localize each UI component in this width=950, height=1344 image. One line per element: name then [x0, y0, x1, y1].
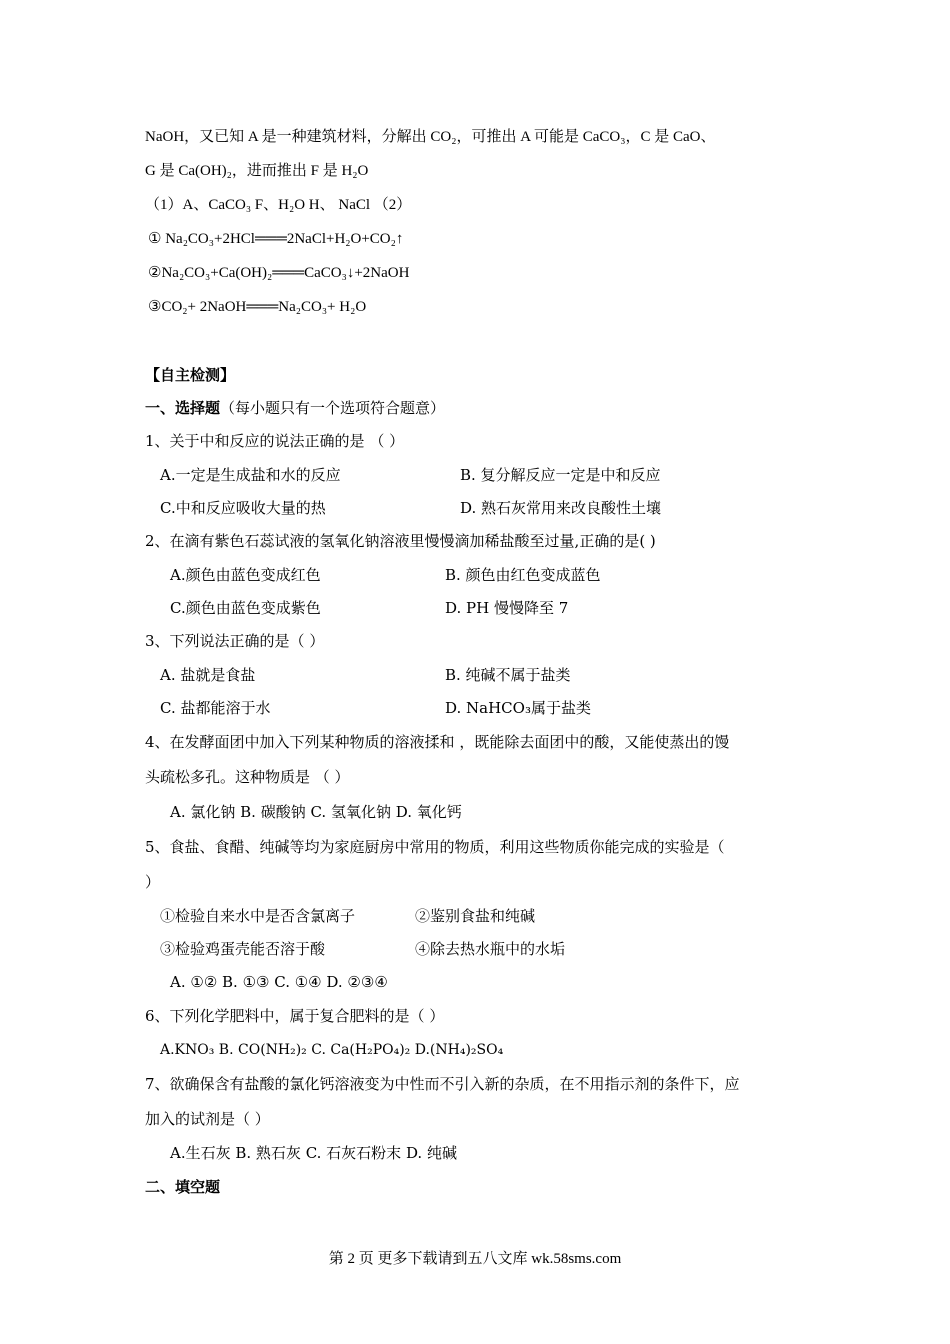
- section-2-title: 二、填空题: [145, 1178, 221, 1196]
- question-5-options: A. ①② B. ①③ C. ①④ D. ②③④: [170, 973, 388, 991]
- question-7-options: A.生石灰 B. 熟石灰 C. 石灰石粉末 D. 纯碱: [170, 1144, 457, 1162]
- question-3-option-c: C. 盐都能溶于水: [160, 699, 271, 717]
- answer-line-2: G 是 Ca(OH)₂，进而推出 F 是 H₂O: [145, 163, 369, 179]
- question-1-stem: 1、关于中和反应的说法正确的是 （ ）: [145, 432, 405, 450]
- question-2-stem: 2、在滴有紫色石蕊试液的氢氧化钠溶液里慢慢滴加稀盐酸至过量,正确的是( ): [145, 532, 656, 550]
- self-check-title: 【自主检测】: [145, 366, 236, 384]
- question-5-item-3: ③检验鸡蛋壳能否溶于酸: [160, 940, 326, 958]
- answer-line-3: （1）A、CaCO₃ F、H₂O H、 NaCl （2）: [145, 197, 412, 213]
- question-4-stem-line-2: 头疏松多孔。这种物质是 （ ）: [145, 768, 350, 786]
- section-1-note: （每小题只有一个选项符合题意）: [220, 399, 446, 417]
- question-4-stem-line-1: 4、在发酵面团中加入下列某种物质的溶液揉和 ，既能除去面团中的酸，又能使蒸出的馒: [145, 733, 730, 751]
- question-6-options: A.KNO₃ B. CO(NH₂)₂ C. Ca(H₂PO₄)₂ D.(NH₄)₂SO₄: [160, 1042, 504, 1058]
- question-3-option-a: A. 盐就是食盐: [160, 666, 256, 684]
- question-7-stem-line-1: 7、欲确保含有盐酸的氯化钙溶液变为中性而不引入新的杂质，在不用指示剂的条件下，应: [145, 1075, 740, 1093]
- answer-line-1: NaOH，又已知 A 是一种建筑材料，分解出 CO₂，可推出 A 可能是 CaCO₃，C 是 CaO、: [145, 129, 716, 145]
- question-2-option-c: C.颜色由蓝色变成紫色: [170, 599, 321, 617]
- question-1-option-d: D. 熟石灰常用来改良酸性土壤: [460, 499, 662, 517]
- question-2-option-d: D. PH 慢慢降至 7: [445, 599, 569, 617]
- question-5-stem-line-2: ）: [145, 873, 161, 891]
- question-1-option-b: B. 复分解反应一定是中和反应: [460, 466, 661, 484]
- question-5-stem-line-1: 5、食盐、食醋、纯碱等均为家庭厨房中常用的物质，利用这些物质你能完成的实验是（: [145, 838, 725, 856]
- question-1-option-c: C.中和反应吸收大量的热: [160, 499, 326, 517]
- question-7-stem-line-2: 加入的试剂是（ ）: [145, 1110, 270, 1128]
- question-3-stem: 3、下列说法正确的是（ ）: [145, 632, 325, 650]
- question-5-item-2: ②鉴别食盐和纯碱: [415, 907, 536, 925]
- question-5-item-4: ④除去热水瓶中的水垢: [415, 940, 566, 958]
- question-3-option-d: D. NaHCO₃属于盐类: [445, 699, 591, 717]
- equation-2: ②Na₂CO₃+Ca(OH)₂═══CaCO₃↓+2NaOH: [148, 265, 410, 281]
- question-1-option-a: A.一定是生成盐和水的反应: [160, 466, 341, 484]
- question-2-option-b: B. 颜色由红色变成蓝色: [445, 566, 601, 584]
- equation-3: ③CO₂+ 2NaOH═══Na₂CO₃+ H₂O: [148, 299, 367, 315]
- page-footer: 第 2 页 更多下载请到五八文库 wk.58sms.com: [328, 1251, 622, 1267]
- question-5-item-1: ①检验自来水中是否含氯离子: [160, 907, 356, 925]
- question-2-option-a: A.颜色由蓝色变成红色: [170, 566, 321, 584]
- section-1-title: 一、选择题: [145, 399, 221, 417]
- equation-1: ① Na₂CO₃+2HCl═══2NaCl+H₂O+CO₂↑: [148, 231, 404, 247]
- question-4-options: A. 氯化钠 B. 碳酸钠 C. 氢氧化钠 D. 氧化钙: [170, 803, 462, 821]
- question-3-option-b: B. 纯碱不属于盐类: [445, 666, 571, 684]
- section-1-heading: [145, 399, 445, 417]
- question-6-stem: 6、下列化学肥料中，属于复合肥料的是（ ）: [145, 1007, 445, 1025]
